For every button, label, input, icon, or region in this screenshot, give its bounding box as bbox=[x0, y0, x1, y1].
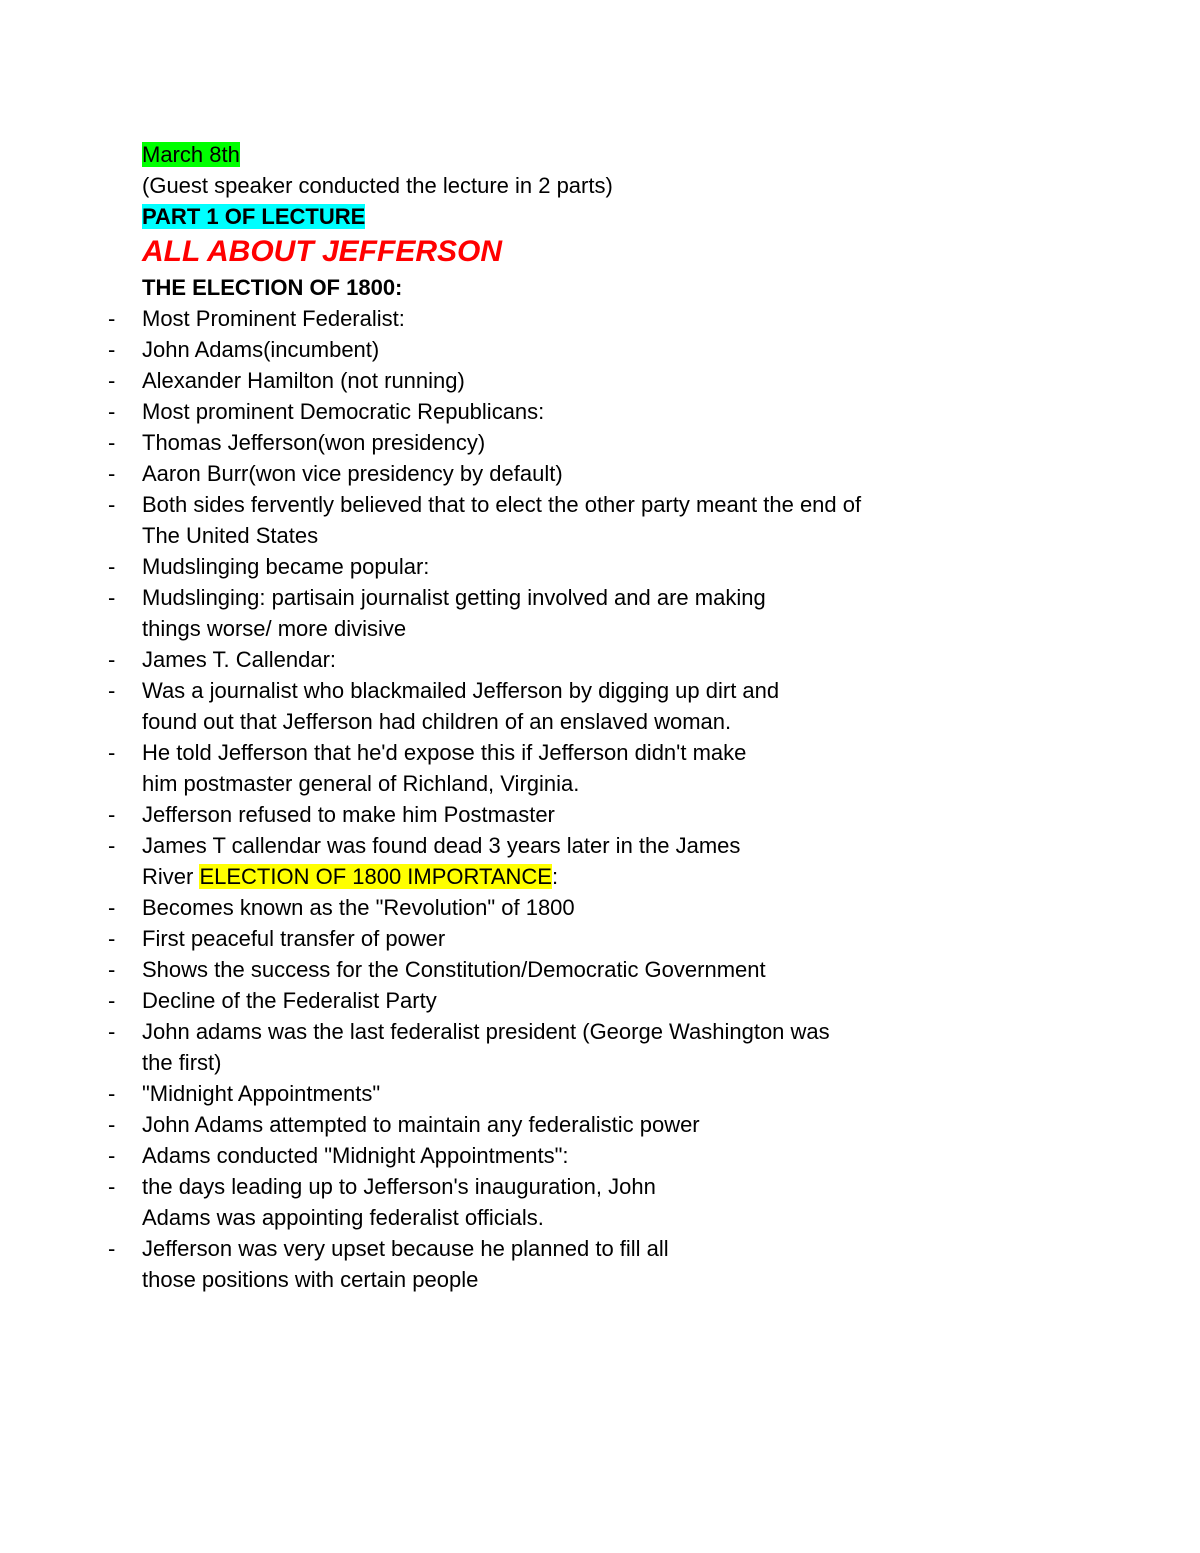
part-label: PART 1 OF LECTURE bbox=[142, 204, 366, 229]
list-item: - Shows the success for the Constitution/Democratic Government bbox=[142, 954, 1042, 985]
dem-rep-sublist bbox=[142, 427, 1042, 489]
list-item: - John Adams attempted to maintain any federalistic power bbox=[142, 1109, 1042, 1140]
list-item: - Thomas Jefferson(won presidency) bbox=[142, 427, 1042, 458]
list-item-callendar: - James T. Callendar: - Was a journalist who blackmailed Jefferson by digging up dirt and found out that Jefferson had children of an enslaved woman. - He told Jefferson that he'd expose this if Jefferson didn't make him postmaster general of Richland, Virginia. - Jefferson refused to make him Postmaster - James T callendar was found dead 3 years later in the James bbox=[142, 644, 1042, 861]
date-highlight: March 8th bbox=[142, 142, 240, 167]
page-title: ALL ABOUT JEFFERSON bbox=[142, 235, 503, 268]
conducted-sublist bbox=[142, 1171, 1042, 1233]
list-item: - John adams was the last federalist president (George Washington was the first) bbox=[142, 1016, 1042, 1078]
election-list bbox=[142, 303, 1042, 861]
list-item-midnight: - "Midnight Appointments" - John Adams attempted to maintain any federalistic power - Adams conducted "Midnight Appointments": - the days leading up to Jefferson's inauguration, John Adams was appointing federalist officials. - Jefferson was very upset because he planned to fill all those positions with certain people bbox=[142, 1078, 1042, 1295]
list-item: - John Adams(incumbent) bbox=[142, 334, 1042, 365]
list-item-federalist: - Most Prominent Federalist: - John Adams(incumbent) - Alexander Hamilton (not running) bbox=[142, 303, 1042, 396]
list-item: - James T callendar was found dead 3 years later in the James bbox=[142, 830, 1042, 861]
notes-body bbox=[142, 139, 1042, 1295]
importance-list bbox=[142, 892, 1042, 1295]
callendar-sublist bbox=[142, 675, 1042, 861]
importance-heading: ELECTION OF 1800 IMPORTANCE bbox=[199, 864, 552, 889]
federalist-sublist bbox=[142, 334, 1042, 396]
list-item-mudslinging: - Mudslinging became popular: - Mudslinging: partisain journalist getting involved and are making things worse/ more divisive bbox=[142, 551, 1042, 644]
list-item: - Adams conducted "Midnight Appointments": - the days leading up to Jefferson's inauguration, John Adams was appointing federalist officials. bbox=[142, 1140, 1042, 1233]
part-label-line bbox=[142, 201, 1042, 232]
mudslinging-sublist bbox=[142, 582, 1042, 644]
midnight-sublist bbox=[142, 1109, 1042, 1295]
date-line bbox=[142, 139, 1042, 170]
list-item: - Jefferson refused to make him Postmaster bbox=[142, 799, 1042, 830]
list-item: - Was a journalist who blackmailed Jefferson by digging up dirt and found out that Jefferson had children of an enslaved woman. bbox=[142, 675, 1042, 737]
list-item: - Aaron Burr(won vice presidency by default) bbox=[142, 458, 1042, 489]
guest-note: (Guest speaker conducted the lecture in 2 parts) bbox=[142, 173, 613, 198]
list-item-dem-rep: - Most prominent Democratic Republicans: - Thomas Jefferson(won presidency) - Aaron Burr(won vice presidency by default) bbox=[142, 396, 1042, 489]
importance-line: River ELECTION OF 1800 IMPORTANCE: bbox=[142, 864, 559, 889]
list-item: - the days leading up to Jefferson's inauguration, John Adams was appointing federalist officials. bbox=[142, 1171, 1042, 1233]
list-item: - Mudslinging: partisain journalist getting involved and are making things worse/ more divisive bbox=[142, 582, 1042, 644]
revolution-sublist bbox=[142, 923, 1042, 985]
list-item: - First peaceful transfer of power bbox=[142, 923, 1042, 954]
list-item-decline: - Decline of the Federalist Party - John adams was the last federalist president (George Washington was the first) - "Midnight Appointments" - John Adams attempted to maintain any federalistic power - Adams conducted "Midnight Appointments": - the days leading up to Jefferson's inauguration, John Adams was appointing federalist officials. - Jefferson was very upset because he planned to fill all those positions with certain people bbox=[142, 985, 1042, 1295]
list-item: - He told Jefferson that he'd expose this if Jefferson didn't make him postmaster general of Richland, Virginia. bbox=[142, 737, 1042, 799]
list-item: - Jefferson was very upset because he planned to fill all those positions with certain people bbox=[142, 1233, 1042, 1295]
section-heading-election: THE ELECTION OF 1800: bbox=[142, 275, 403, 300]
list-item: - Alexander Hamilton (not running) bbox=[142, 365, 1042, 396]
decline-sublist bbox=[142, 1016, 1042, 1295]
list-item-both-sides: - Both sides fervently believed that to elect the other party meant the end of The United States bbox=[142, 489, 1042, 551]
list-item-revolution: - Becomes known as the "Revolution" of 1800 - First peaceful transfer of power - Shows the success for the Constitution/Democratic Government bbox=[142, 892, 1042, 985]
